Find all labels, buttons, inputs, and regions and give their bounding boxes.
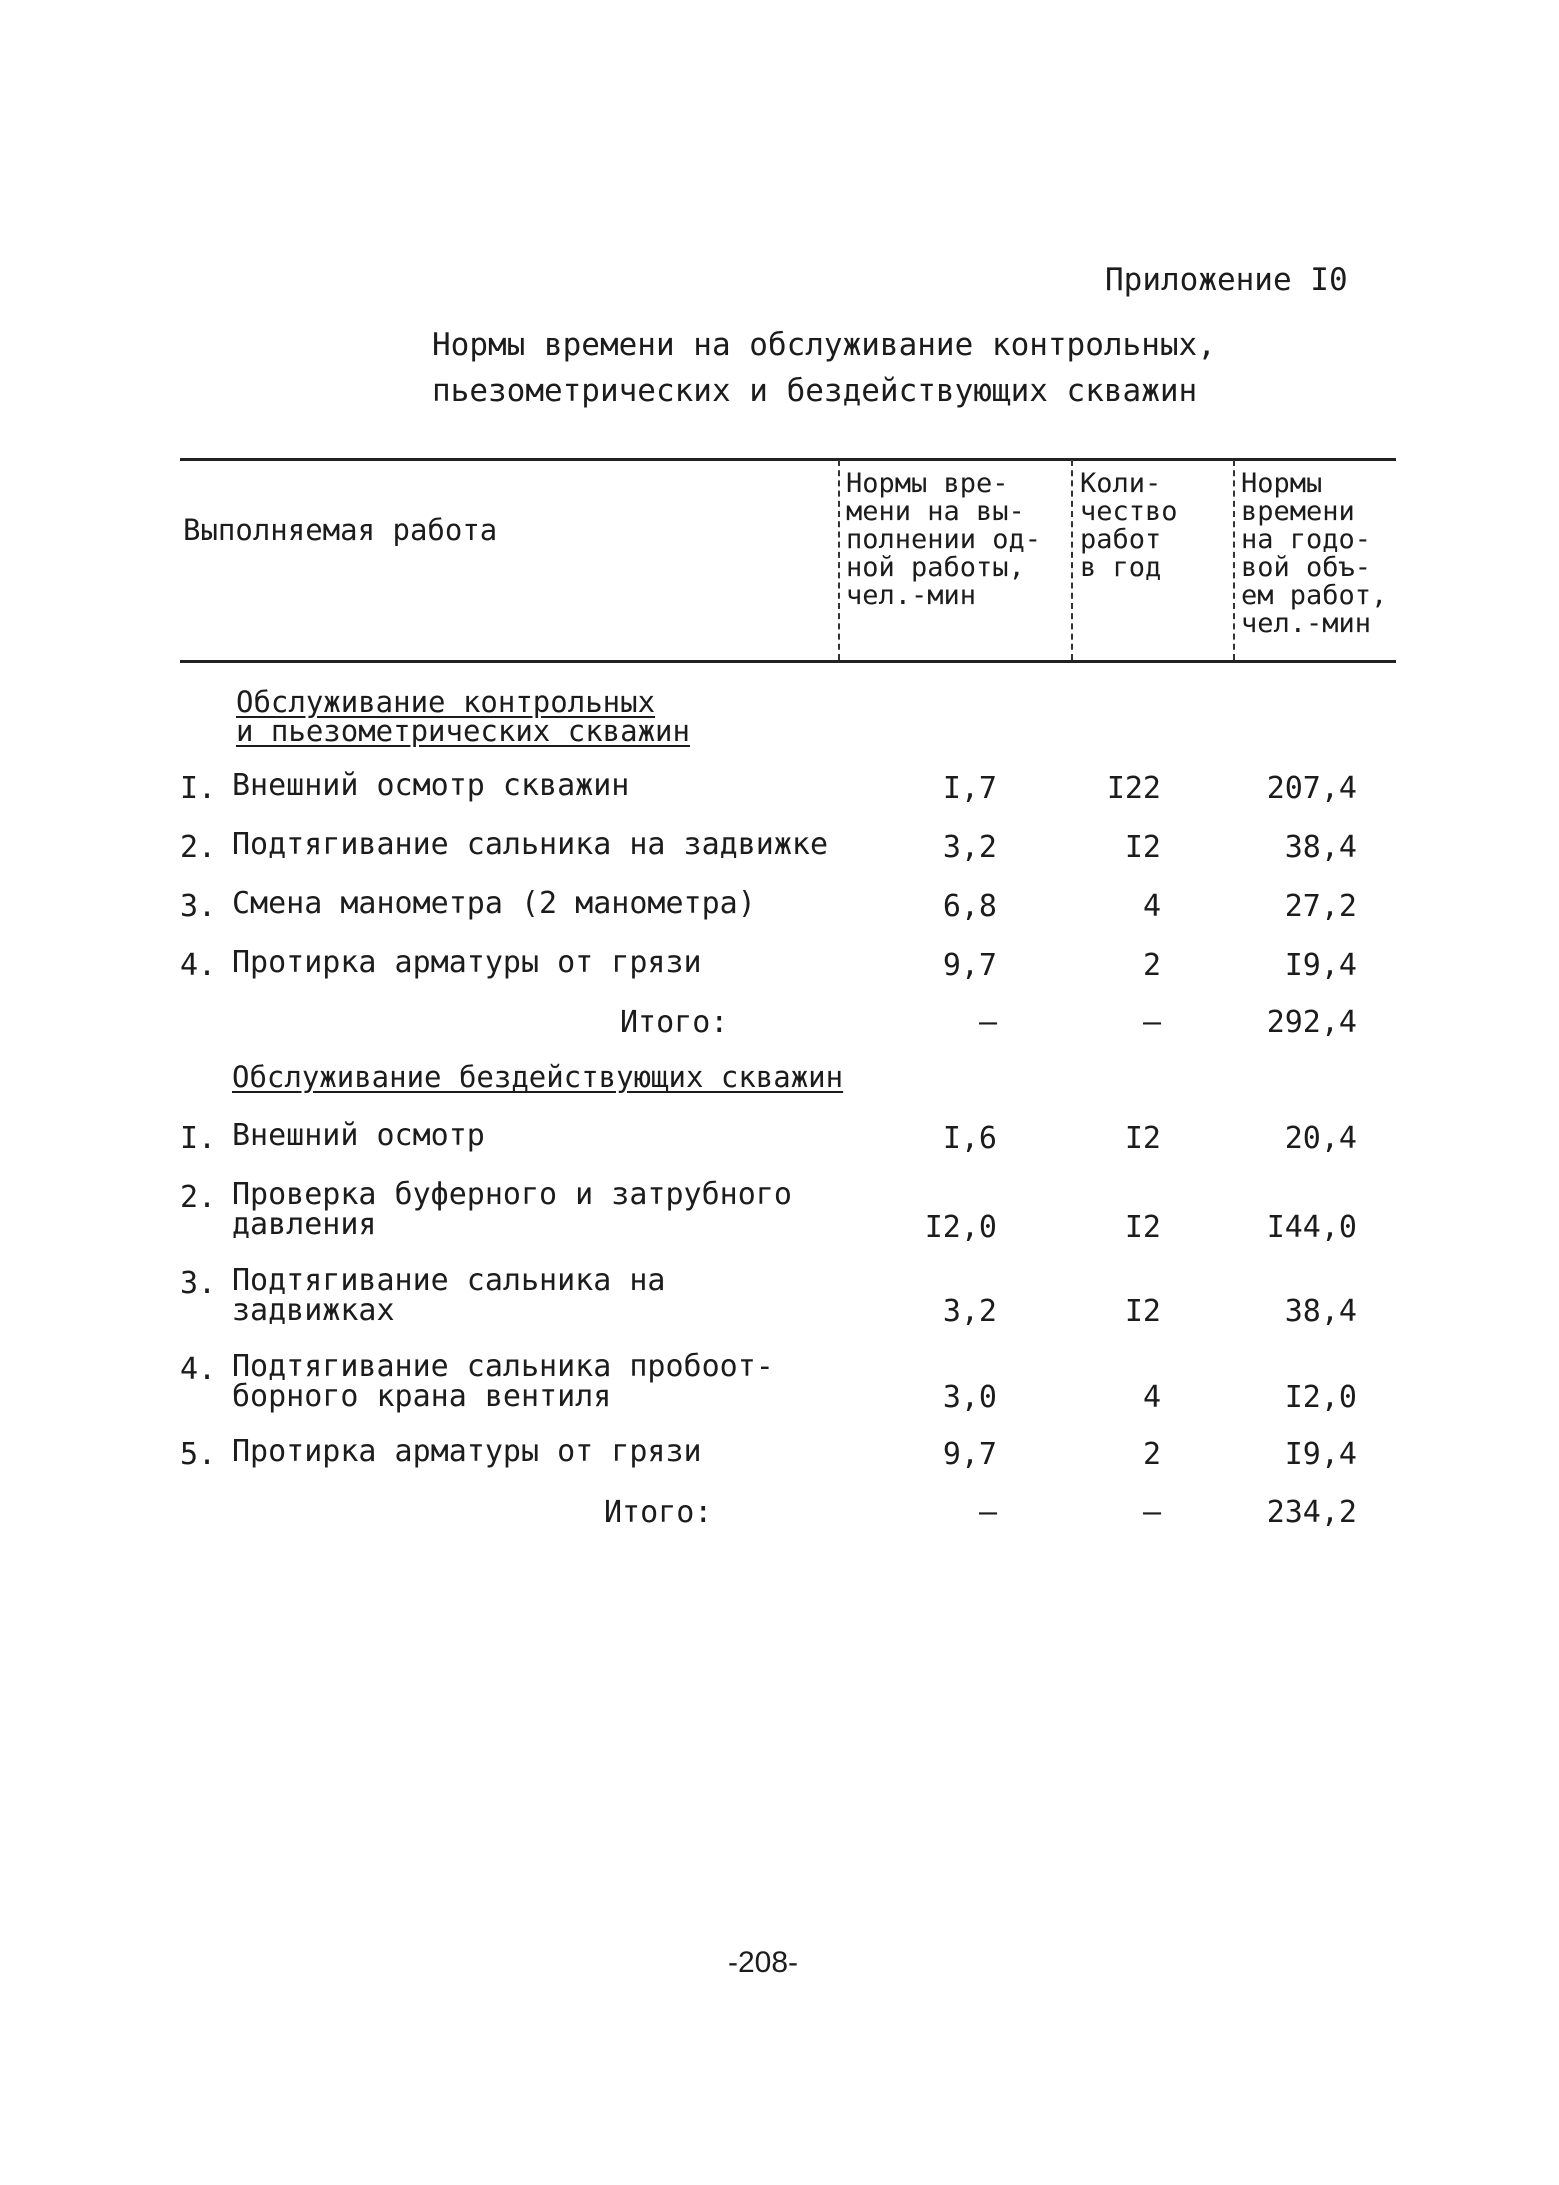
row-time: 9,7 — [942, 1437, 997, 1472]
row-work: Проверка буферного и затрубного давления — [232, 1177, 792, 1242]
total-time: – — [978, 1495, 997, 1530]
page-title — [432, 322, 1216, 414]
total-annual: 234,2 — [1266, 1495, 1357, 1530]
row-time: I2,0 — [924, 1210, 997, 1245]
row-count: 4 — [1142, 1380, 1161, 1415]
row-time: I,7 — [942, 771, 997, 806]
row-number: 2. — [180, 830, 217, 865]
total-annual: 292,4 — [1266, 1005, 1357, 1040]
row-work: Подтягивание сальника на задвижке — [232, 827, 829, 862]
row-time: 3,2 — [942, 830, 997, 865]
row-count: I22 — [1106, 771, 1161, 806]
row-annual: 38,4 — [1284, 1294, 1357, 1329]
title-line-2: пьезометрических и бездействующих скважин — [432, 373, 1198, 409]
header-annual-norm: Нормы времени на годо- вой объ- ем работ, чел.-мин — [1241, 468, 1388, 639]
total-time: – — [978, 1005, 997, 1040]
row-annual: 207,4 — [1266, 771, 1357, 806]
row-time: 9,7 — [942, 948, 997, 983]
row-work: Протирка арматуры от грязи — [232, 1434, 702, 1469]
table-header-bottom-rule — [180, 660, 1396, 663]
column-divider — [1233, 460, 1235, 660]
row-work: Смена манометра (2 манометра) — [232, 886, 756, 921]
row-number: 2. — [180, 1180, 217, 1215]
row-number: I. — [180, 1121, 217, 1156]
header-count: Коли- чество работ в год — [1080, 468, 1178, 583]
row-annual: I9,4 — [1284, 948, 1357, 983]
total-count: – — [1142, 1495, 1161, 1530]
row-work: Внешний осмотр — [232, 1118, 485, 1153]
row-number: 5. — [180, 1437, 217, 1472]
column-divider — [1071, 460, 1073, 660]
row-number: 4. — [180, 1352, 217, 1387]
row-count: 2 — [1142, 1437, 1161, 1472]
row-annual: 38,4 — [1284, 830, 1357, 865]
row-number: 3. — [180, 1266, 217, 1301]
row-time: I,6 — [942, 1121, 997, 1156]
row-work: Подтягивание сальника пробоот-борного крана вентиля — [232, 1349, 774, 1414]
row-count: 2 — [1142, 948, 1161, 983]
section-title: Обслуживание контрольных и пьезометрических скважин — [236, 685, 690, 748]
total-label: Итого: — [604, 1495, 713, 1530]
appendix-label: Приложение I0 — [1105, 262, 1348, 298]
section-title: Обслуживание бездействующих скважин — [232, 1060, 844, 1094]
row-count: I2 — [1124, 1210, 1161, 1245]
row-annual: 27,2 — [1284, 889, 1357, 924]
row-count: I2 — [1124, 830, 1161, 865]
row-count: I2 — [1124, 1294, 1161, 1329]
row-work: Подтягивание сальника на задвижках — [232, 1263, 666, 1328]
total-count: – — [1142, 1005, 1161, 1040]
total-label: Итого: — [620, 1005, 729, 1040]
row-count: I2 — [1124, 1121, 1161, 1156]
row-annual: I9,4 — [1284, 1437, 1357, 1472]
row-time: 6,8 — [942, 889, 997, 924]
row-work: Внешний осмотр скважин — [232, 768, 630, 803]
page-number: -208- — [728, 1946, 799, 1979]
row-number: 4. — [180, 948, 217, 983]
row-annual: I44,0 — [1266, 1210, 1357, 1245]
column-divider — [838, 460, 840, 660]
row-count: 4 — [1142, 889, 1161, 924]
header-time-norm: Нормы вре- мени на вы- полнении од- ной работы, чел.-мин — [846, 468, 1042, 611]
header-work: Выполняемая работа — [183, 513, 498, 547]
row-time: 3,2 — [942, 1294, 997, 1329]
row-work: Протирка арматуры от грязи — [232, 945, 702, 980]
table-top-rule — [180, 458, 1396, 461]
row-annual: I2,0 — [1284, 1380, 1357, 1415]
row-number: 3. — [180, 889, 217, 924]
row-annual: 20,4 — [1284, 1121, 1357, 1156]
title-line-1: Нормы времени на обслуживание контрольных, — [432, 327, 1216, 363]
row-number: I. — [180, 771, 217, 806]
row-time: 3,0 — [942, 1380, 997, 1415]
